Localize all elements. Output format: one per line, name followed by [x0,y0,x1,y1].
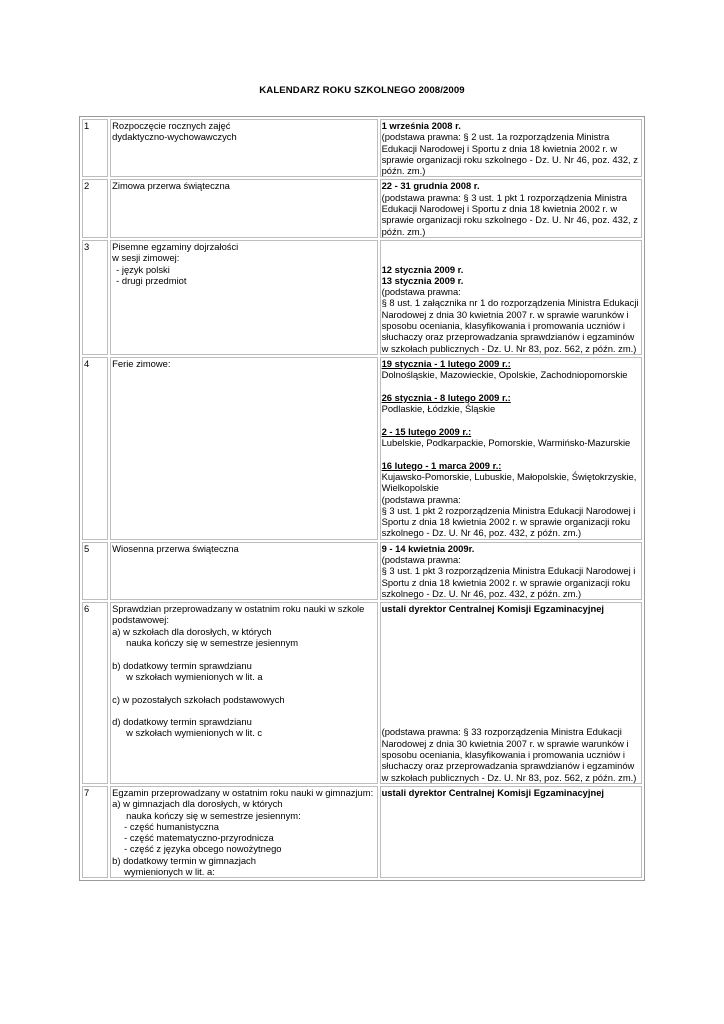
legal-basis-label: (podstawa prawna: [381,493,461,505]
list-item: w szkołach wymienionych w lit. c [126,727,263,739]
event-date: 1 września 2008 r. [381,120,461,131]
holiday-regions: Podlaskie, Łódzkie, Śląskie [381,403,496,415]
event-date: 9 - 14 kwietnia 2009r. [381,542,475,554]
legal-basis-label: (podstawa prawna: [381,553,461,565]
event-term [380,119,642,177]
event-description: Egzamin przeprowadzany w ostatnim roku nauki w gimnazjum: a) w gimnazjach dla dorosłych, w których nauka kończy się w semestrze jesiennym: - część humanistyczna - część matematyczno-przyrodnicza - część z języka obcego nowożytnego b) dodatkowy termin w gimnazjach wymienionych w lit. a: [110,786,377,878]
row-number: 3 [82,240,108,355]
row-number: 7 [82,786,108,878]
table-row [82,786,642,878]
legal-basis: § 3 ust. 1 pkt 2 rozporządzenia Ministra Edukacji Narodowej i Sportu z dnia 18 kwietnia 2002 r. w sprawie organizacji roku szkolnego - Dz. U. Nr 46, poz. 432, z późn. zm.) [381,504,636,539]
legal-basis: § 8 ust. 1 załącznika nr 1 do rozporządzenia Ministra Edukacji Narodowej z dnia 30 kwietnia 2007 r. w sprawie warunków i sposobu oceniania, klasyfikowania i promowania uczniów i słuchaczy oraz przeprowadzania sprawdzianów i egzaminów w szkołach publicznych - Dz. U. Nr 83, poz. 562, z późn. zm.) [381,297,639,354]
table-row [82,119,642,177]
list-item: b) dodatkowy termin w gimnazjach [112,854,256,866]
event-description: Zimowa przerwa świąteczna [110,179,377,237]
row-number: 2 [82,179,108,237]
list-item: - część humanistyczna [124,820,219,832]
event-description: Sprawdzian przeprowadzany w ostatnim roku nauki w szkole podstawowej: a) w szkołach dla dorosłych, w których nauka kończy się w semestrze jesiennym b) dodatkowy termin sprawdzianu w szkołach wymienionych w lit. a c) w pozostałych szkołach podstawowych d) dodatkowy termin sprawdzianu w szkołach wymienionych w lit. c [110,602,377,784]
list-item: nauka kończy się w semestrze jesiennym [126,637,299,649]
school-calendar-table [79,116,645,881]
row-number: 1 [82,119,108,177]
event-term [380,357,642,540]
holiday-period-date: 26 stycznia - 8 lutego 2009 r.: [381,391,511,403]
table-row [82,357,642,540]
holiday-period-date: 19 stycznia - 1 lutego 2009 r.: [381,357,511,369]
list-item: d) dodatkowy termin sprawdzianu [112,716,252,728]
row-number: 5 [82,542,108,600]
row-number: 6 [82,602,108,784]
event-term [380,786,642,878]
table-row [82,602,642,784]
list-item: a) w szkołach dla dorosłych, w których [112,625,272,637]
event-date: ustali dyrektor Centralnej Komisji Egzaminacyjnej [381,786,605,798]
list-item: - część z języka obcego nowożytnego [124,843,282,855]
event-term [380,179,642,237]
holiday-regions: Dolnośląskie, Mazowieckie, Opolskie, Zachodniopomorskie [381,369,628,381]
event-date: 22 - 31 grudnia 2008 r. [381,180,480,192]
row-number: 4 [82,357,108,540]
table-row [82,542,642,600]
holiday-period-date: 2 - 15 lutego 2009 r.: [381,425,472,437]
holiday-regions: Kujawsko-Pomorskie, Lubuskie, Małopolskie, Świętokrzyskie, Wielkopolskie [381,470,637,494]
page-title: KALENDARZ ROKU SZKOLNEGO 2008/2009 [259,85,465,96]
legal-basis: (podstawa prawna: § 2 ust. 1a rozporządzenia Ministra Edukacji Narodowej i Sportu z dnia 18 kwietnia 2002 r. w sprawie organizacji roku szkolnego - Dz. U. Nr 46, poz. 432, z późn. zm.) [381,131,638,177]
table-row [82,240,642,355]
list-item: wymienionych w lit. a: [124,866,215,878]
event-term [380,542,642,600]
list-item: - część matematyczno-przyrodnicza [124,832,274,844]
event-description: Rozpoczęcie rocznych zajęć dydaktyczno-wychowawczych [110,119,377,177]
list-item: w szkołach wymienionych w lit. a [126,670,263,682]
event-description: Ferie zimowe: [110,357,377,540]
legal-basis: § 3 ust. 1 pkt 3 rozporządzenia Ministra Edukacji Narodowej i Sportu z dnia 18 kwietnia 2002 r. w sprawie organizacji roku szkolnego - Dz. U. Nr 46, poz. 432, z późn. zm.) [381,565,636,599]
event-description: Wiosenna przerwa świąteczna [110,542,377,600]
event-date: 13 stycznia 2009 r. [381,274,464,286]
event-date: 12 stycznia 2009 r. [381,263,464,275]
table-row [82,179,642,237]
list-item: nauka kończy się w semestrze jesiennym: [126,809,301,821]
list-item: a) w gimnazjach dla dorosłych, w których [112,798,283,810]
legal-basis: (podstawa prawna: § 33 rozporządzenia Ministra Edukacji Narodowej z dnia 30 kwietnia 2007 r. w sprawie warunków i sposobu oceniania, klasyfikowania i promowania uczniów i słuchaczy oraz przeprowadzania sprawdzianów i egzaminów w szkołach publicznych - Dz. U. Nr 83, poz. 562, z późn. zm.) [381,726,637,783]
legal-basis: (podstawa prawna: § 3 ust. 1 pkt 1 rozporządzenia Ministra Edukacji Narodowej i Sportu z dnia 18 kwietnia 2002 r. w sprawie organizacji roku szkolnego - Dz. U. Nr 46, poz. 432, z późn. zm.) [381,191,638,237]
holiday-period-date: 16 lutego - 1 marca 2009 r.: [381,459,502,471]
holiday-regions: Lubelskie, Podkarpackie, Pomorskie, Warmińsko-Mazurskie [381,437,631,449]
event-term [380,602,642,784]
event-description: Pisemne egzaminy dojrzałości w sesji zimowej: - język polski - drugi przedmiot [110,240,377,355]
list-item: c) w pozostałych szkołach podstawowych [112,693,285,705]
event-term [380,240,642,355]
list-item: b) dodatkowy termin sprawdzianu [112,659,252,671]
legal-basis-label: (podstawa prawna: [381,286,461,298]
event-date: ustali dyrektor Centralnej Komisji Egzaminacyjnej [381,603,605,615]
